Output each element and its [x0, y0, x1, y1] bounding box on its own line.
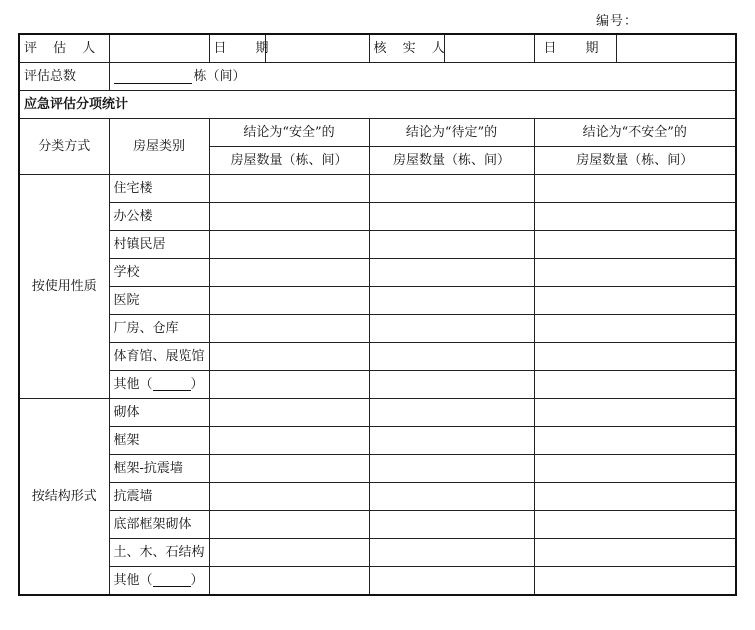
safe-count-cell[interactable] [209, 511, 369, 539]
safe-count-cell[interactable] [209, 455, 369, 483]
unsafe-count-cell[interactable] [534, 259, 736, 287]
safe-count-cell[interactable] [209, 287, 369, 315]
col-unsafe-header-line1: 结论为“不安全”的 [534, 119, 736, 147]
safe-count-cell[interactable] [209, 343, 369, 371]
row-type-label: 土、木、石结构 [109, 539, 209, 567]
table-row [19, 175, 736, 203]
unsafe-count-cell[interactable] [534, 371, 736, 399]
row-type-label: 框架 [109, 427, 209, 455]
col-safe-header-line1: 结论为“安全”的 [209, 119, 369, 147]
unsafe-count-cell[interactable] [534, 455, 736, 483]
row-type-label: 医院 [109, 287, 209, 315]
col-type-header: 房屋类别 [109, 119, 209, 175]
safe-count-cell[interactable] [209, 315, 369, 343]
col-pending-header-line2: 房屋数量（栋、间） [369, 147, 534, 175]
row-type-label: 厂房、仓库 [109, 315, 209, 343]
total-count-input[interactable] [114, 69, 192, 84]
pending-count-cell[interactable] [369, 567, 534, 596]
unsafe-count-cell[interactable] [534, 427, 736, 455]
table-row [19, 427, 736, 455]
safe-count-cell[interactable] [209, 203, 369, 231]
other-suffix: ） [190, 377, 204, 392]
assessment-form-table [18, 33, 737, 596]
safe-count-cell[interactable] [209, 567, 369, 596]
table-row [19, 371, 736, 399]
row-type-label: 框架-抗震墙 [109, 455, 209, 483]
unsafe-count-cell[interactable] [534, 343, 736, 371]
table-row [19, 539, 736, 567]
other-suffix: ） [190, 573, 204, 588]
row-type-label: 学校 [109, 259, 209, 287]
date2-field[interactable] [616, 34, 736, 63]
pending-count-cell[interactable] [369, 259, 534, 287]
safe-count-cell[interactable] [209, 539, 369, 567]
row-type-label: 抗震墙 [109, 483, 209, 511]
total-unit: 栋（间） [193, 69, 246, 84]
pending-count-cell[interactable] [369, 511, 534, 539]
group-struct-label: 按结构形式 [19, 399, 109, 596]
table-row [19, 567, 736, 596]
unsafe-count-cell[interactable] [534, 175, 736, 203]
other-prefix: 其他（ [113, 573, 153, 588]
group-use-label: 按使用性质 [19, 175, 109, 399]
table-row [19, 399, 736, 427]
safe-count-cell[interactable] [209, 259, 369, 287]
table-row [19, 483, 736, 511]
verifier-field[interactable] [444, 34, 534, 63]
pending-count-cell[interactable] [369, 539, 534, 567]
row-type-label: 住宅楼 [109, 175, 209, 203]
unsafe-count-cell[interactable] [534, 231, 736, 259]
pending-count-cell[interactable] [369, 175, 534, 203]
pending-count-cell[interactable] [369, 343, 534, 371]
assessor-label: 评 估 人 [19, 34, 109, 63]
unsafe-count-cell[interactable] [534, 287, 736, 315]
safe-count-cell[interactable] [209, 175, 369, 203]
pending-count-cell[interactable] [369, 231, 534, 259]
table-row [19, 259, 736, 287]
unsafe-count-cell[interactable] [534, 483, 736, 511]
row-type-label: 砌体 [109, 399, 209, 427]
verifier-label: 核 实 人 [369, 34, 444, 63]
unsafe-count-cell[interactable] [534, 399, 736, 427]
date1-field[interactable] [265, 34, 369, 63]
unsafe-count-cell[interactable] [534, 539, 736, 567]
pending-count-cell[interactable] [369, 455, 534, 483]
serial-label-text: 编号： [596, 14, 639, 29]
row-type-label: 底部框架砌体 [109, 511, 209, 539]
assessor-field[interactable] [109, 34, 209, 63]
safe-count-cell[interactable] [209, 427, 369, 455]
other-prefix: 其他（ [113, 377, 153, 392]
safe-count-cell[interactable] [209, 231, 369, 259]
other-type-input[interactable] [153, 378, 191, 391]
safe-count-cell[interactable] [209, 371, 369, 399]
col-unsafe-header-line2: 房屋数量（栋、间） [534, 147, 736, 175]
col-method-header: 分类方式 [19, 119, 109, 175]
pending-count-cell[interactable] [369, 203, 534, 231]
table-row [19, 203, 736, 231]
table-row [19, 511, 736, 539]
pending-count-cell[interactable] [369, 399, 534, 427]
total-field [109, 63, 736, 91]
unsafe-count-cell[interactable] [534, 315, 736, 343]
unsafe-count-cell[interactable] [534, 567, 736, 596]
section-title-row [19, 91, 736, 119]
row-type-label: 办公楼 [109, 203, 209, 231]
total-label: 评估总数 [19, 63, 109, 91]
col-pending-header-line1: 结论为“待定”的 [369, 119, 534, 147]
pending-count-cell[interactable] [369, 427, 534, 455]
pending-count-cell[interactable] [369, 371, 534, 399]
header-row [19, 34, 736, 63]
date2-label: 日 期 [534, 34, 616, 63]
unsafe-count-cell[interactable] [534, 203, 736, 231]
table-row [19, 343, 736, 371]
row-type-label: 村镇民居 [109, 231, 209, 259]
pending-count-cell[interactable] [369, 483, 534, 511]
serial-number-label [596, 10, 678, 29]
safe-count-cell[interactable] [209, 483, 369, 511]
date1-label: 日 期 [209, 34, 265, 63]
other-type-input[interactable] [153, 574, 191, 587]
column-header-row-1 [19, 119, 736, 147]
row-type-other [109, 567, 209, 596]
table-row [19, 287, 736, 315]
section-title: 应急评估分项统计 [19, 91, 736, 119]
row-type-label: 体育馆、展览馆 [109, 343, 209, 371]
unsafe-count-cell[interactable] [534, 511, 736, 539]
total-row [19, 63, 736, 91]
pending-count-cell[interactable] [369, 315, 534, 343]
pending-count-cell[interactable] [369, 287, 534, 315]
col-safe-header-line2: 房屋数量（栋、间） [209, 147, 369, 175]
table-row [19, 231, 736, 259]
safe-count-cell[interactable] [209, 399, 369, 427]
table-row [19, 315, 736, 343]
row-type-other [109, 371, 209, 399]
table-row [19, 455, 736, 483]
